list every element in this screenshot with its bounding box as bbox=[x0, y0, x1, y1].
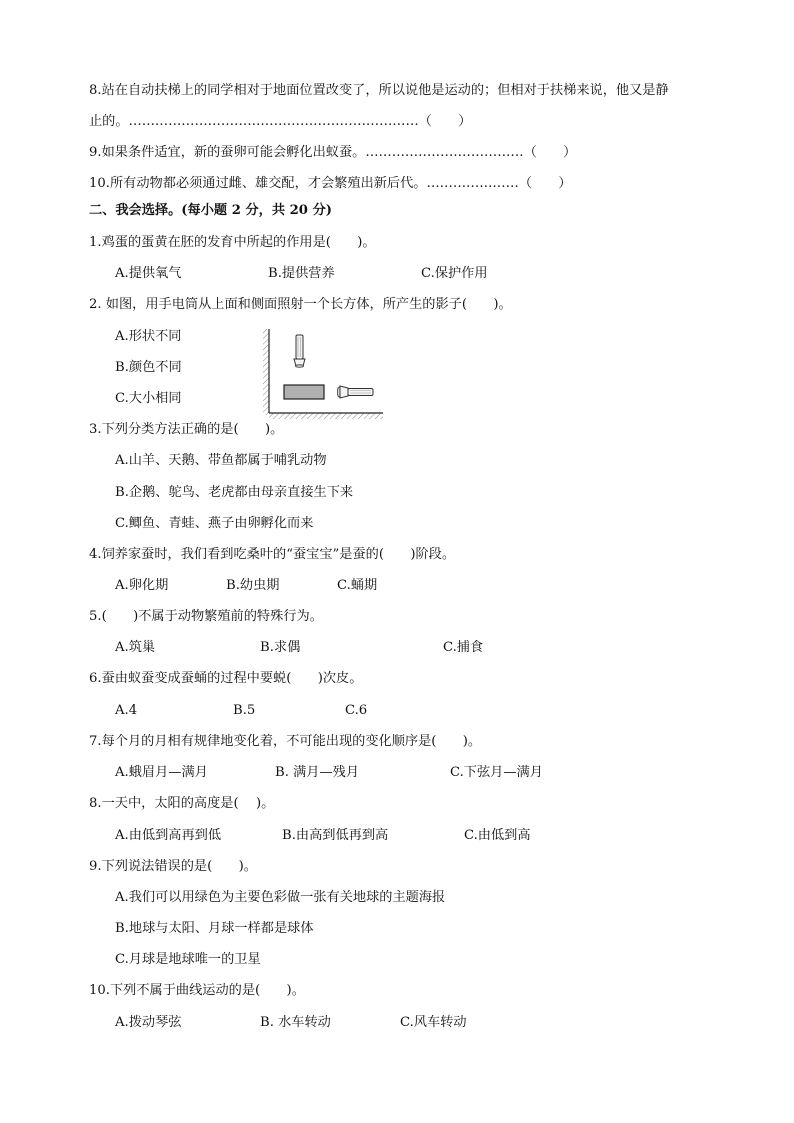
choice-q4-option-a: A.卵化期 bbox=[115, 578, 169, 593]
choice-q8: 8.一天中，太阳的高度是( )。 bbox=[89, 796, 275, 811]
choice-q4-option-c: C.蛹期 bbox=[337, 578, 378, 593]
judge-q8-line1: 8.站在自动扶梯上的同学相对于地面位置改变了，所以说他是运动的；但相对于扶梯来说，他又是静 bbox=[89, 83, 669, 98]
choice-q7-option-c: C.下弦月—满月 bbox=[450, 765, 543, 780]
choice-q6-option-c: C.6 bbox=[345, 703, 368, 718]
choice-q4: 4.饲养家蚕时，我们看到吃桑叶的“蚕宝宝”是蚕的( )阶段。 bbox=[89, 547, 456, 562]
choice-q8-option-c: C.由低到高 bbox=[464, 828, 531, 843]
flashlight-box-figure bbox=[263, 327, 383, 420]
choice-q6: 6.蚕由蚁蚕变成蚕蛹的过程中要蜕( )次皮。 bbox=[89, 671, 363, 686]
block-shape bbox=[284, 385, 324, 399]
choice-q3-option-a: A.山羊、天鹅、带鱼都属于哺乳动物 bbox=[115, 453, 327, 468]
choice-q7-option-b: B. 满月—残月 bbox=[275, 765, 360, 780]
choice-q3: 3.下列分类方法正确的是( )。 bbox=[89, 422, 284, 437]
choice-q1-option-a: A.提供氧气 bbox=[115, 266, 182, 281]
choice-q2-option-b: B.颜色不同 bbox=[115, 360, 182, 375]
choice-q10-option-c: C.风车转动 bbox=[400, 1015, 467, 1030]
choice-q5: 5.( )不属于动物繁殖前的特殊行为。 bbox=[89, 609, 323, 624]
choice-q8-option-a: A.由低到高再到低 bbox=[115, 828, 222, 843]
choice-q7: 7.每个月的月相有规律地变化着，不可能出现的变化顺序是( )。 bbox=[89, 734, 482, 749]
section-2-title: 二、我会选择。(每小题 2 分，共 20 分) bbox=[89, 203, 332, 218]
side-flashlight-icon bbox=[338, 386, 374, 398]
choice-q10-option-a: A.拨动琴弦 bbox=[115, 1015, 182, 1030]
wall-hatch bbox=[263, 329, 269, 415]
choice-q3-option-b: B.企鹅、鸵鸟、老虎都由母亲直接生下来 bbox=[115, 485, 354, 500]
top-flashlight-icon bbox=[294, 335, 305, 367]
choice-q4-option-b: B.幼虫期 bbox=[226, 578, 280, 593]
choice-q5-option-b: B.求偶 bbox=[260, 640, 301, 655]
choice-q6-option-a: A.4 bbox=[115, 703, 138, 718]
choice-q5-option-c: C.捕食 bbox=[443, 640, 484, 655]
choice-q5-option-a: A.筑巢 bbox=[115, 640, 156, 655]
choice-q9-option-c: C.月球是地球唯一的卫星 bbox=[115, 952, 261, 967]
choice-q1-option-c: C.保护作用 bbox=[421, 266, 488, 281]
choice-q9: 9.下列说法错误的是( )。 bbox=[89, 859, 257, 874]
choice-q8-option-b: B.由高到低再到高 bbox=[282, 828, 389, 843]
judge-q9: 9.如果条件适宜，新的蚕卵可能会孵化出蚁蚕。………………………………（ ） bbox=[89, 145, 577, 160]
choice-q9-option-b: B.地球与太阳、月球一样都是球体 bbox=[115, 921, 314, 936]
choice-q9-option-a: A.我们可以用绿色为主要色彩做一张有关地球的主题海报 bbox=[115, 890, 446, 905]
choice-q6-option-b: B.5 bbox=[233, 703, 256, 718]
choice-q2: 2. 如图，用手电筒从上面和侧面照射一个长方体，所产生的影子( )。 bbox=[89, 297, 512, 312]
judge-q10: 10.所有动物都必须通过雌、雄交配，才会繁殖出新后代。…………………（ ） bbox=[89, 176, 572, 191]
choice-q2-option-a: A.形状不同 bbox=[115, 329, 182, 344]
judge-q8-line2: 止的。…………………………………………………………（ ） bbox=[89, 114, 472, 129]
choice-q7-option-a: A.蛾眉月—满月 bbox=[115, 765, 208, 780]
choice-q3-option-c: C.鲫鱼、青蛙、燕子由卵孵化而来 bbox=[115, 516, 314, 531]
choice-q10-option-b: B. 水车转动 bbox=[260, 1015, 331, 1030]
choice-q2-option-c: C.大小相同 bbox=[115, 391, 182, 406]
choice-q1-option-b: B.提供营养 bbox=[268, 266, 335, 281]
choice-q10: 10.下列不属于曲线运动的是( )。 bbox=[89, 983, 305, 998]
floor-hatch bbox=[269, 413, 383, 419]
choice-q1: 1.鸡蛋的蛋黄在胚的发育中所起的作用是( )。 bbox=[89, 235, 376, 250]
